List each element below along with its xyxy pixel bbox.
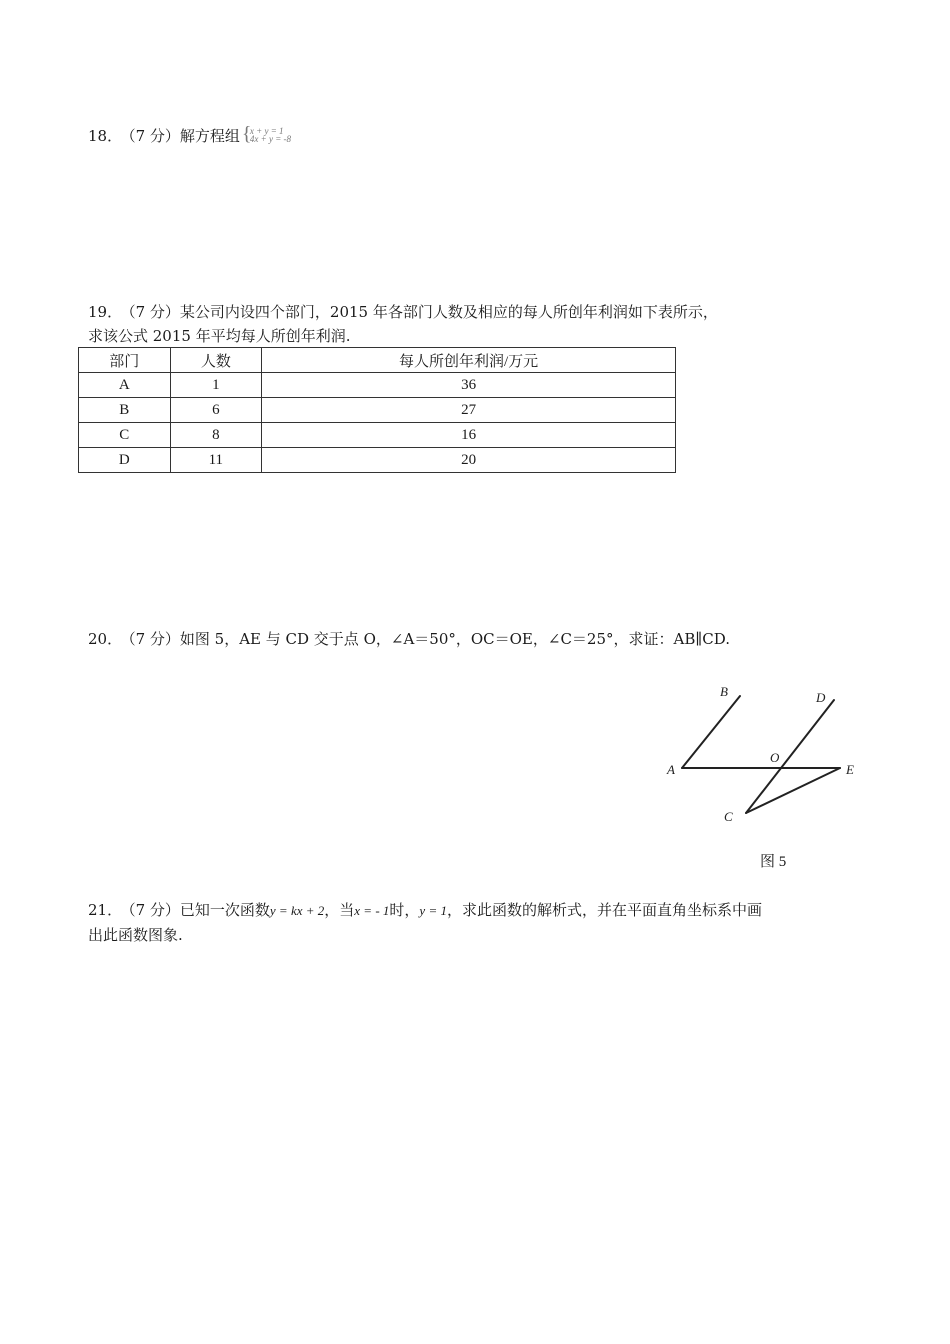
- equation-1: x + y = 1: [249, 126, 284, 136]
- table-cell: C: [79, 423, 171, 448]
- question-text-line2: 求该公式 2015 年平均每人所创年利润.: [88, 327, 351, 345]
- table-cell: 20: [262, 448, 676, 473]
- question-text-line2: 出此函数图象.: [88, 926, 183, 944]
- table-cell: 6: [170, 398, 262, 423]
- table-row: [79, 398, 676, 423]
- label-e: E: [846, 762, 854, 777]
- label-b: B: [720, 684, 728, 699]
- segment-ab: [682, 696, 740, 768]
- equation-system: [241, 123, 292, 145]
- table-header: 人数: [170, 348, 262, 373]
- question-text: 时，: [389, 901, 420, 919]
- table-cell: A: [79, 373, 171, 398]
- label-a: A: [667, 762, 675, 777]
- question-19: [88, 300, 718, 348]
- geometry-figure: [640, 670, 880, 845]
- table-header: 部门: [79, 348, 171, 373]
- segment-ce: [746, 768, 840, 813]
- label-d: D: [816, 690, 826, 705]
- table-cell: 11: [170, 448, 262, 473]
- question-text: （7 分）如图 5，AE 与 CD 交于点 O，∠A＝50°，OC＝OE，∠C＝25°，求证：AB∥CD.: [128, 630, 731, 648]
- question-number: 21．: [88, 901, 123, 919]
- question-number: 19．: [88, 303, 123, 321]
- math-y-value: y = 1: [419, 903, 447, 918]
- question-text: ，求此函数的解析式，并在平面直角坐标系中画: [446, 901, 762, 919]
- label-o: O: [770, 750, 780, 765]
- table-cell: D: [79, 448, 171, 473]
- question-number: 18．: [88, 127, 123, 145]
- figure-caption: 图 5: [760, 854, 787, 870]
- table-row: [79, 373, 676, 398]
- question-text-line1: （7 分）某公司内设四个部门，2015 年各部门人数及相应的每人所创年利润如下表所示，: [128, 303, 718, 321]
- question-number: 20．: [88, 630, 123, 648]
- table-cell: 36: [262, 373, 676, 398]
- question-21: [88, 898, 762, 947]
- table-cell: B: [79, 398, 171, 423]
- table-cell: 16: [262, 423, 676, 448]
- profit-table: [78, 347, 676, 473]
- label-c: C: [724, 809, 733, 824]
- segment-cd: [746, 700, 834, 813]
- table-cell: 8: [170, 423, 262, 448]
- question-20: [88, 627, 730, 651]
- table-row: [79, 448, 676, 473]
- equation-2: 4x + y = -8: [249, 134, 292, 144]
- question-text: （7 分）解方程组: [128, 127, 240, 145]
- table-cell: 1: [170, 373, 262, 398]
- table-row: [79, 423, 676, 448]
- brace-icon: {: [241, 123, 252, 145]
- table-header: 每人所创年利润/万元: [262, 348, 676, 373]
- question-18: [88, 124, 291, 148]
- question-text: （7 分）已知一次函数: [128, 901, 270, 919]
- math-x-value: x = - 1: [354, 903, 390, 918]
- math-function: y = kx + 2: [269, 903, 325, 918]
- question-text: ，当: [324, 901, 355, 919]
- table-cell: 27: [262, 398, 676, 423]
- table-header-row: [79, 348, 676, 373]
